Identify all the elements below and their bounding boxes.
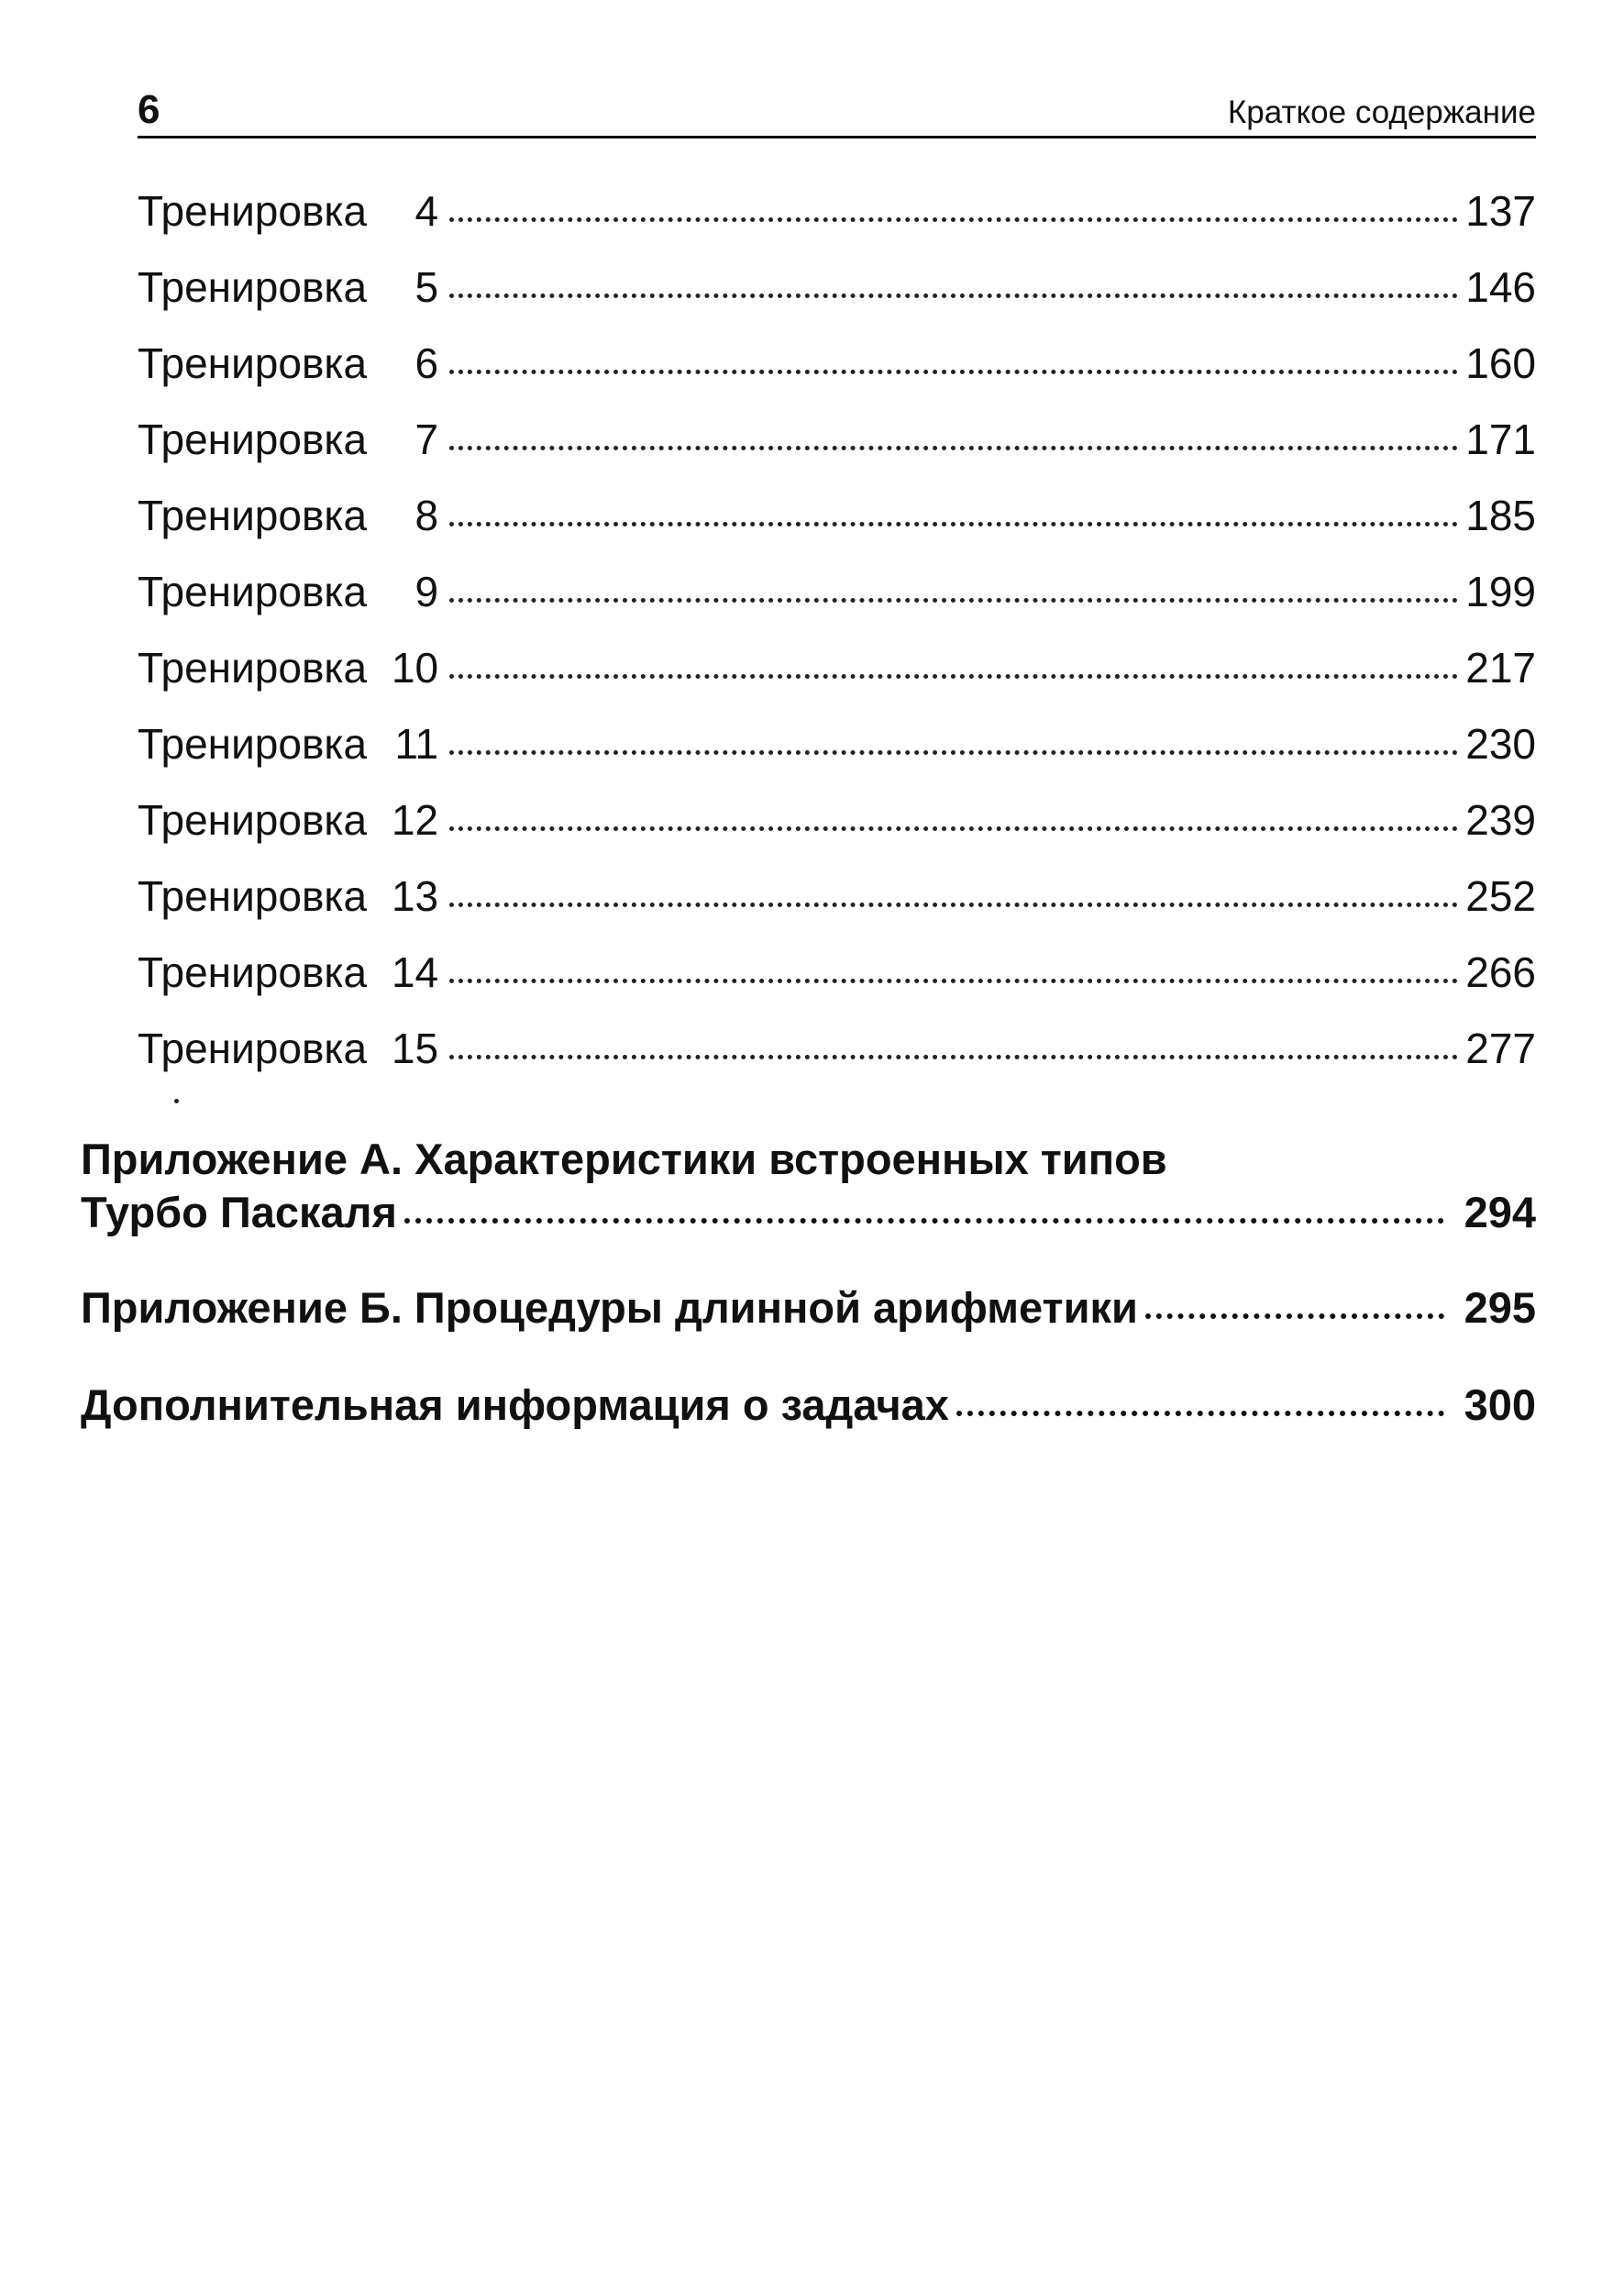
toc-entry-page: 277 — [1465, 1025, 1536, 1072]
toc-entry-number: 4 — [414, 187, 439, 235]
toc-entry-page: 146 — [1465, 263, 1536, 311]
toc-entry-label: Тренировка — [138, 644, 368, 692]
appendix-a-entry — [81, 1137, 1536, 1234]
appendix-a-row — [81, 1188, 1536, 1236]
toc-entry-number: 7 — [414, 415, 439, 463]
appendix-b-title: Приложение Б. Процедуры длинной арифметики — [81, 1283, 1138, 1332]
toc-entry — [138, 644, 1536, 723]
additional-info-entry — [81, 1380, 1536, 1429]
toc-entry — [138, 339, 1536, 418]
toc-entry-label: Тренировка — [138, 415, 368, 463]
toc-entry-number: 11 — [394, 720, 439, 768]
scan-speck — [1115, 674, 1120, 679]
toc-entry — [138, 494, 1536, 570]
toc-entry-label: Тренировка — [138, 872, 368, 920]
toc-entry-number: 10 — [391, 644, 439, 692]
toc-entry-label: Тренировка — [138, 263, 368, 311]
additional-info-row — [81, 1380, 1536, 1429]
toc-entry-number: 12 — [391, 796, 439, 844]
toc-entry-label: Тренировка — [138, 948, 368, 996]
toc-entry — [138, 415, 1536, 494]
dot-leader — [449, 750, 1458, 755]
toc-entry-label: Тренировка — [138, 339, 368, 387]
dot-leader — [449, 217, 1458, 222]
toc-entry-page: 199 — [1465, 568, 1536, 615]
appendix-a-title-line1: Приложение А. Характеристики встроенных типов — [81, 1135, 1167, 1183]
toc-entry — [138, 948, 1536, 1027]
toc-entry-page: 171 — [1465, 415, 1536, 463]
dot-leader — [449, 522, 1458, 526]
toc-entry-number: 6 — [414, 339, 439, 387]
scan-speck — [174, 1099, 179, 1103]
dot-leader — [449, 294, 1458, 298]
toc-entry-page: 137 — [1465, 187, 1536, 235]
toc-entry-number: 15 — [391, 1025, 439, 1072]
toc-entry-label: Тренировка — [138, 720, 368, 768]
toc-entry-number: 5 — [414, 263, 439, 311]
additional-info-page: 300 — [1464, 1380, 1536, 1429]
toc-entry — [138, 1027, 1536, 1103]
page-number: 6 — [138, 87, 160, 132]
toc-entry-page: 239 — [1465, 796, 1536, 844]
dot-leader — [449, 1055, 1458, 1059]
dot-leader — [449, 370, 1458, 374]
dot-leader — [449, 903, 1458, 907]
toc-entry-number: 13 — [391, 872, 439, 920]
toc-entry-number: 8 — [414, 492, 439, 539]
appendix-b-page: 295 — [1464, 1283, 1536, 1332]
toc-entry-number: 9 — [414, 568, 439, 615]
toc-entry-label: Тренировка — [138, 1025, 368, 1072]
toc-entry — [138, 796, 1536, 875]
dot-leader — [449, 826, 1458, 831]
dot-leader — [956, 1411, 1444, 1416]
toc-entry — [138, 187, 1536, 266]
toc-entry-page: 185 — [1465, 492, 1536, 539]
toc-entry-label: Тренировка — [138, 492, 368, 539]
toc-entry-label: Тренировка — [138, 796, 368, 844]
toc-entry — [138, 570, 1536, 647]
header-title: Краткое содержание — [1227, 94, 1536, 130]
appendix-a-page: 294 — [1464, 1188, 1536, 1236]
toc-entry — [138, 720, 1536, 799]
toc-list — [138, 187, 1536, 1103]
dot-leader — [449, 598, 1458, 603]
toc-entry — [138, 872, 1536, 951]
appendix-a-title-line2: Турбо Паскаля — [81, 1188, 397, 1236]
toc-entry-label: Тренировка — [138, 187, 368, 235]
dot-leader — [1145, 1313, 1444, 1319]
appendix-b-row — [81, 1283, 1536, 1332]
dot-leader — [404, 1218, 1444, 1224]
dot-leader — [449, 446, 1458, 450]
running-header — [138, 84, 1536, 138]
toc-entry-page: 252 — [1465, 872, 1536, 920]
additional-info-title: Дополнительная информация о задачах — [81, 1380, 949, 1429]
toc-entry-page: 266 — [1465, 948, 1536, 996]
appendix-b-entry — [81, 1283, 1536, 1332]
dot-leader — [449, 979, 1458, 983]
toc-entry-label: Тренировка — [138, 568, 368, 615]
toc-entry-page: 160 — [1465, 339, 1536, 387]
toc-entry-number: 14 — [391, 948, 439, 996]
toc-entry-page: 217 — [1465, 644, 1536, 692]
dot-leader — [449, 674, 1458, 679]
toc-entry — [138, 263, 1536, 342]
toc-entry-page: 230 — [1465, 720, 1536, 768]
